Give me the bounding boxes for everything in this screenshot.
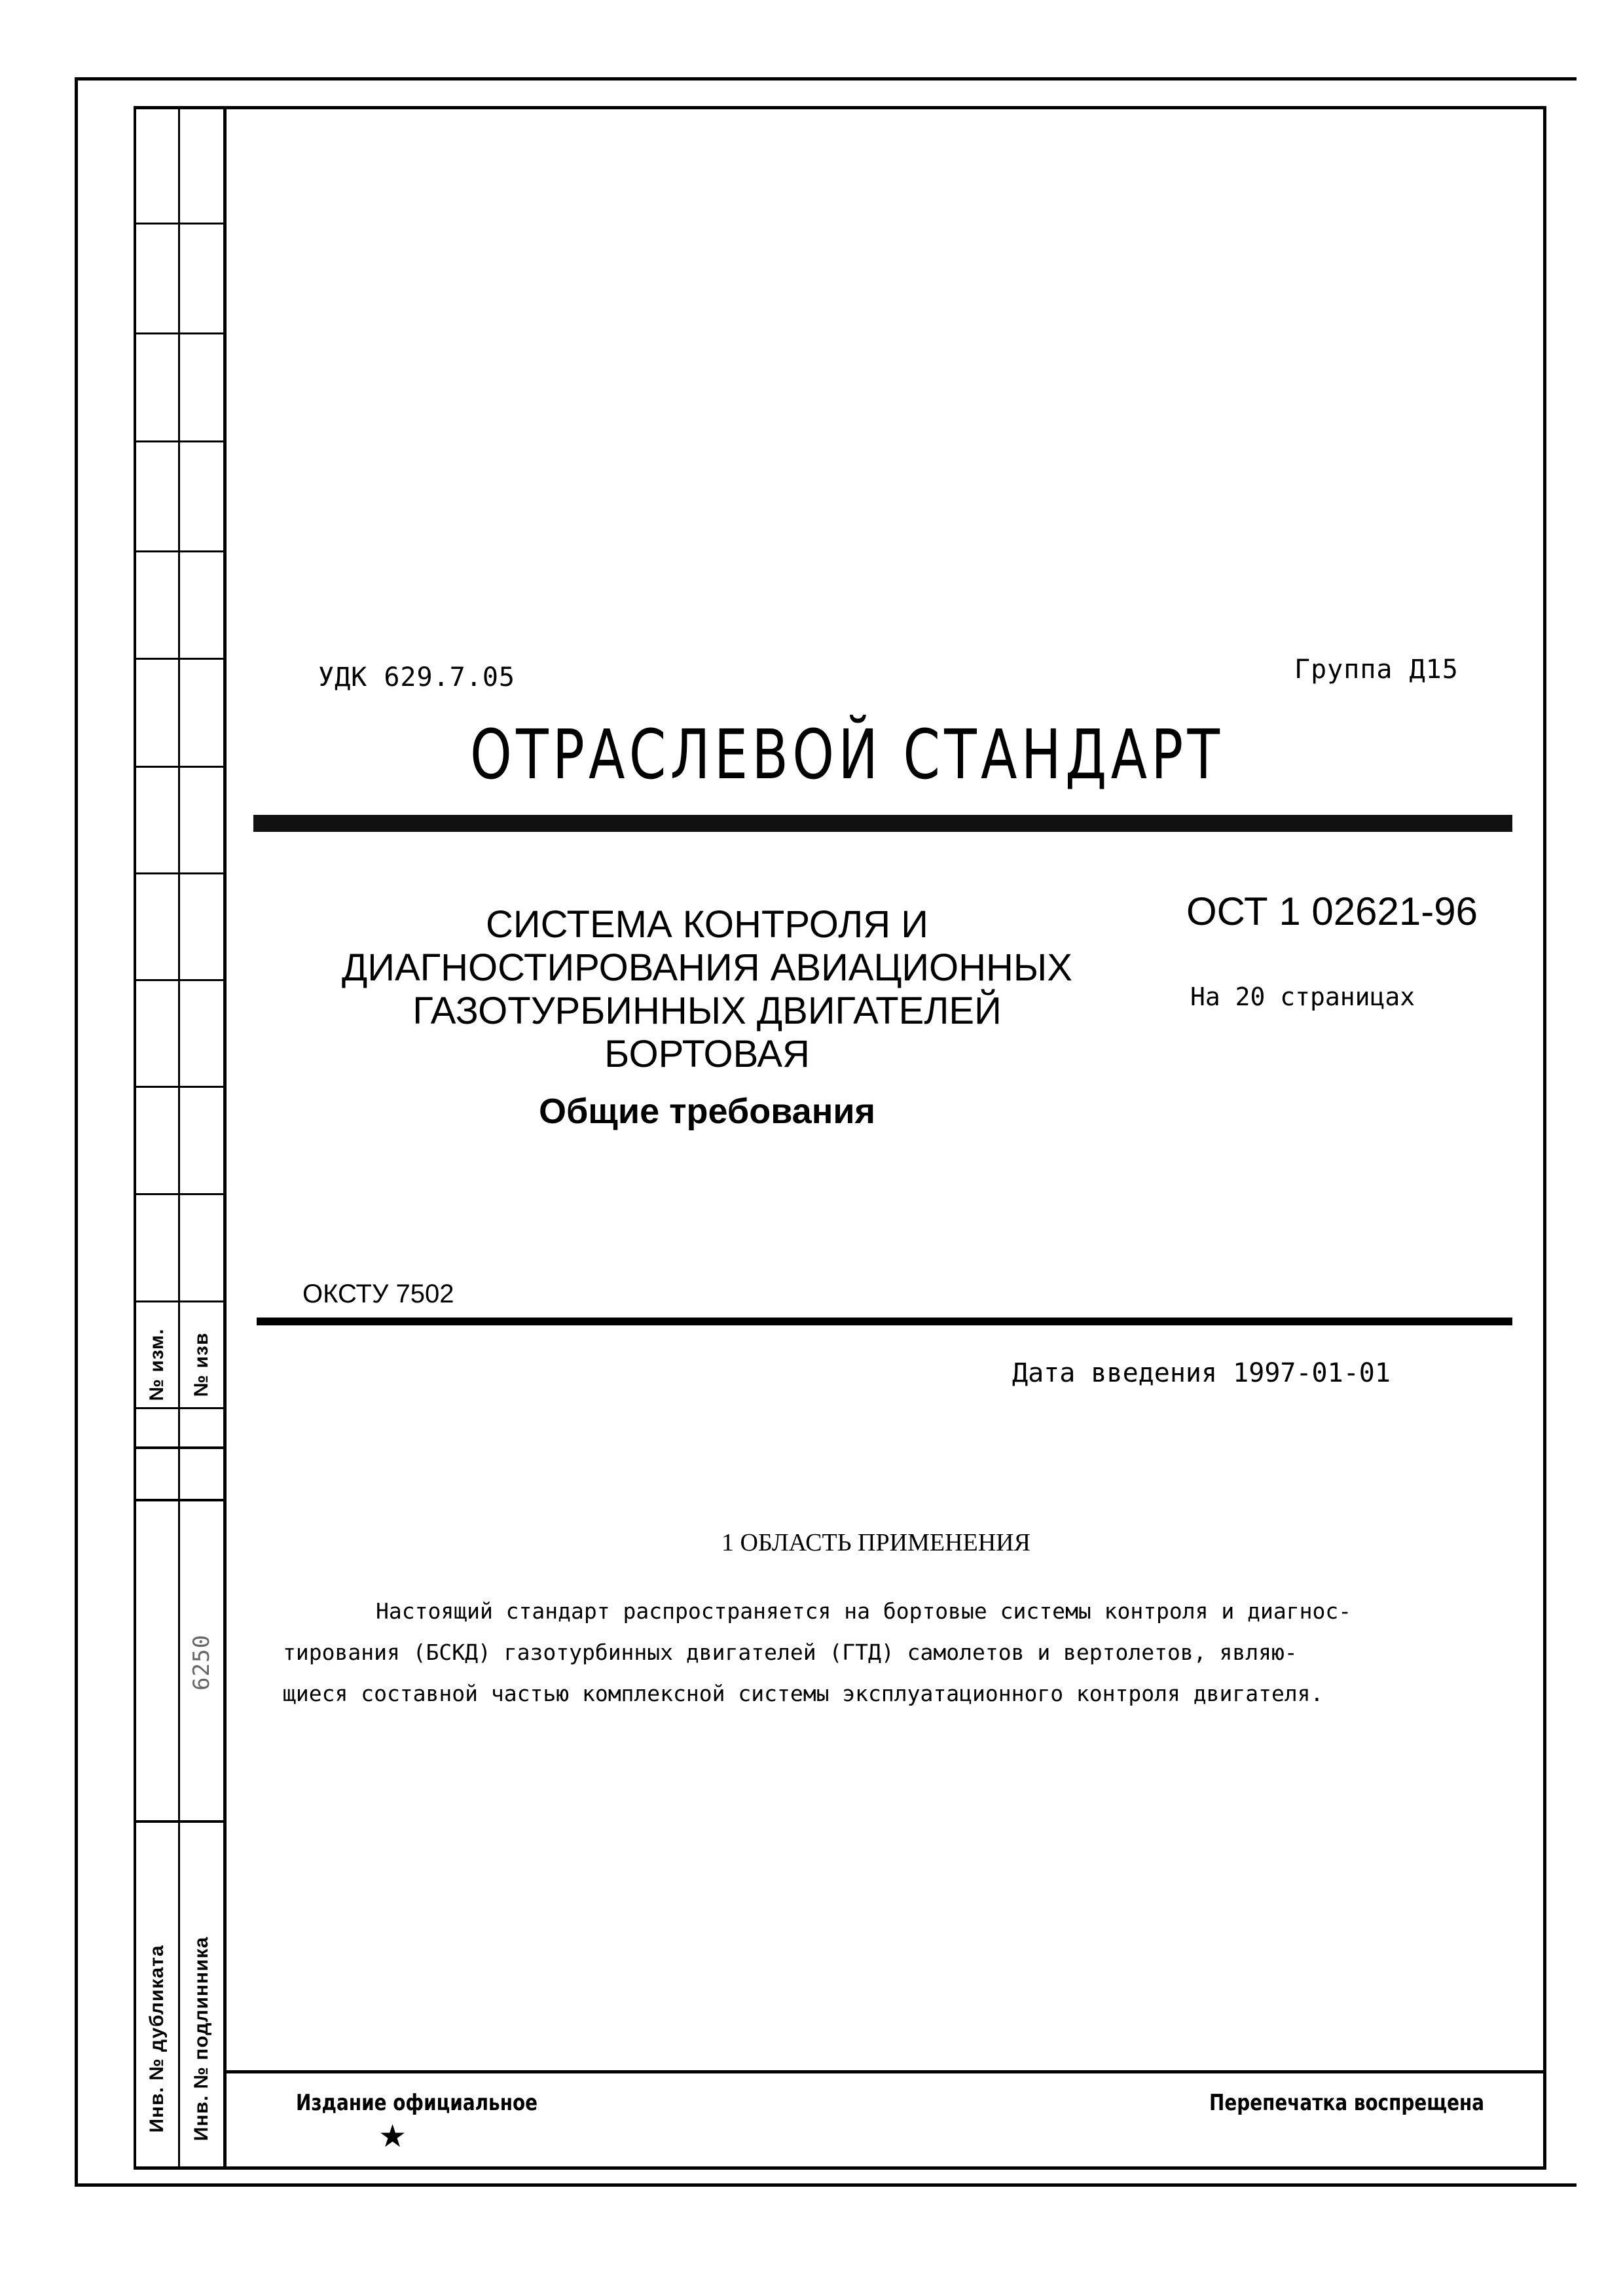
okstu-code: ОКСТУ 7502: [302, 1280, 454, 1308]
frame-bottom-line: [75, 2183, 1577, 2187]
footer-rule: [223, 2070, 1546, 2073]
margin-left-line: [134, 106, 136, 2170]
margin-right-line: [223, 106, 227, 2170]
revision-table-row-line: [134, 550, 225, 552]
paragraph-line-2: тирования (БСКД) газотурбинных двигателей (ГТД) самолетов и вертолетов, являю-: [283, 1640, 1298, 1665]
revision-table-row-line: [134, 1300, 225, 1302]
frame-outer-left-line: [75, 77, 78, 2187]
reprint-prohibited-label: Перепечатка воспрещена: [1209, 2090, 1485, 2116]
star-icon: ★: [378, 2118, 407, 2155]
title-line-2: ДИАГНОСТИРОВАНИЯ АВИАЦИОННЫХ: [342, 946, 1072, 989]
revision-table-row-line: [134, 872, 225, 874]
original-inventory-label: Инв. № подлинника: [191, 1936, 212, 2142]
section-heading: 1 ОБЛАСТЬ ПРИМЕНЕНИЯ: [721, 1529, 1030, 1556]
frame-top-line: [75, 77, 1577, 81]
paragraph-line-1: Настоящий стандарт распространяется на бортовые системы контроля и диагнос-: [376, 1598, 1352, 1624]
official-edition-label: Издание официальное: [296, 2090, 538, 2116]
revision-table-row-line: [134, 979, 225, 981]
paragraph-line-3: щиеся составной частью комплексной системы эксплуатационного контроля двигателя.: [283, 1681, 1324, 1706]
header-thick-rule: [253, 815, 1512, 832]
duplicate-inventory-label: Инв. № дубликата: [146, 1945, 168, 2133]
revision-table-row-line: [134, 1193, 225, 1195]
group-code: Группа Д15: [1294, 655, 1459, 685]
inventory-table-mid-line: [134, 1820, 225, 1823]
okstu-rule: [257, 1318, 1512, 1325]
inner-frame-bottom-line: [134, 2166, 1546, 2170]
notice-number-label: № изв: [191, 1332, 212, 1397]
margin-middle-line: [178, 106, 180, 2170]
revision-table-row-line: [134, 766, 225, 768]
title-line-4: БОРТОВАЯ: [604, 1033, 810, 1075]
revision-table-row-line: [134, 440, 225, 442]
revision-table-row-line: [134, 223, 225, 224]
udk-code: УДК 629.7.05: [318, 662, 515, 692]
title-line-3: ГАЗОТУРБИННЫХ ДВИГАТЕЛЕЙ: [412, 990, 1002, 1032]
change-number-label: № изм.: [146, 1328, 168, 1401]
page-count: На 20 страницах: [1190, 982, 1415, 1011]
revision-table-row-line: [134, 658, 225, 660]
revision-table-row-line: [134, 1086, 225, 1088]
inner-frame-top-line: [134, 106, 1546, 109]
introduction-date: Дата введения 1997-01-01: [1012, 1358, 1391, 1388]
document-type-title: ОТРАСЛЕВОЙ СТАНДАРТ: [470, 715, 1224, 795]
title-line-1: СИСТЕМА КОНТРОЛЯ И: [486, 903, 928, 946]
revision-table-row-line: [134, 332, 225, 334]
inventory-table-top-line: [134, 1499, 225, 1501]
standard-designation: ОСТ 1 02621-96: [1186, 889, 1478, 933]
stamp-number: 6250: [189, 1634, 215, 1691]
document-subtitle: Общие требования: [538, 1092, 876, 1131]
revision-table-row-line: [134, 1407, 225, 1409]
revision-table-bottom-line: [134, 1446, 225, 1449]
inner-frame-right-line: [1543, 106, 1546, 2169]
